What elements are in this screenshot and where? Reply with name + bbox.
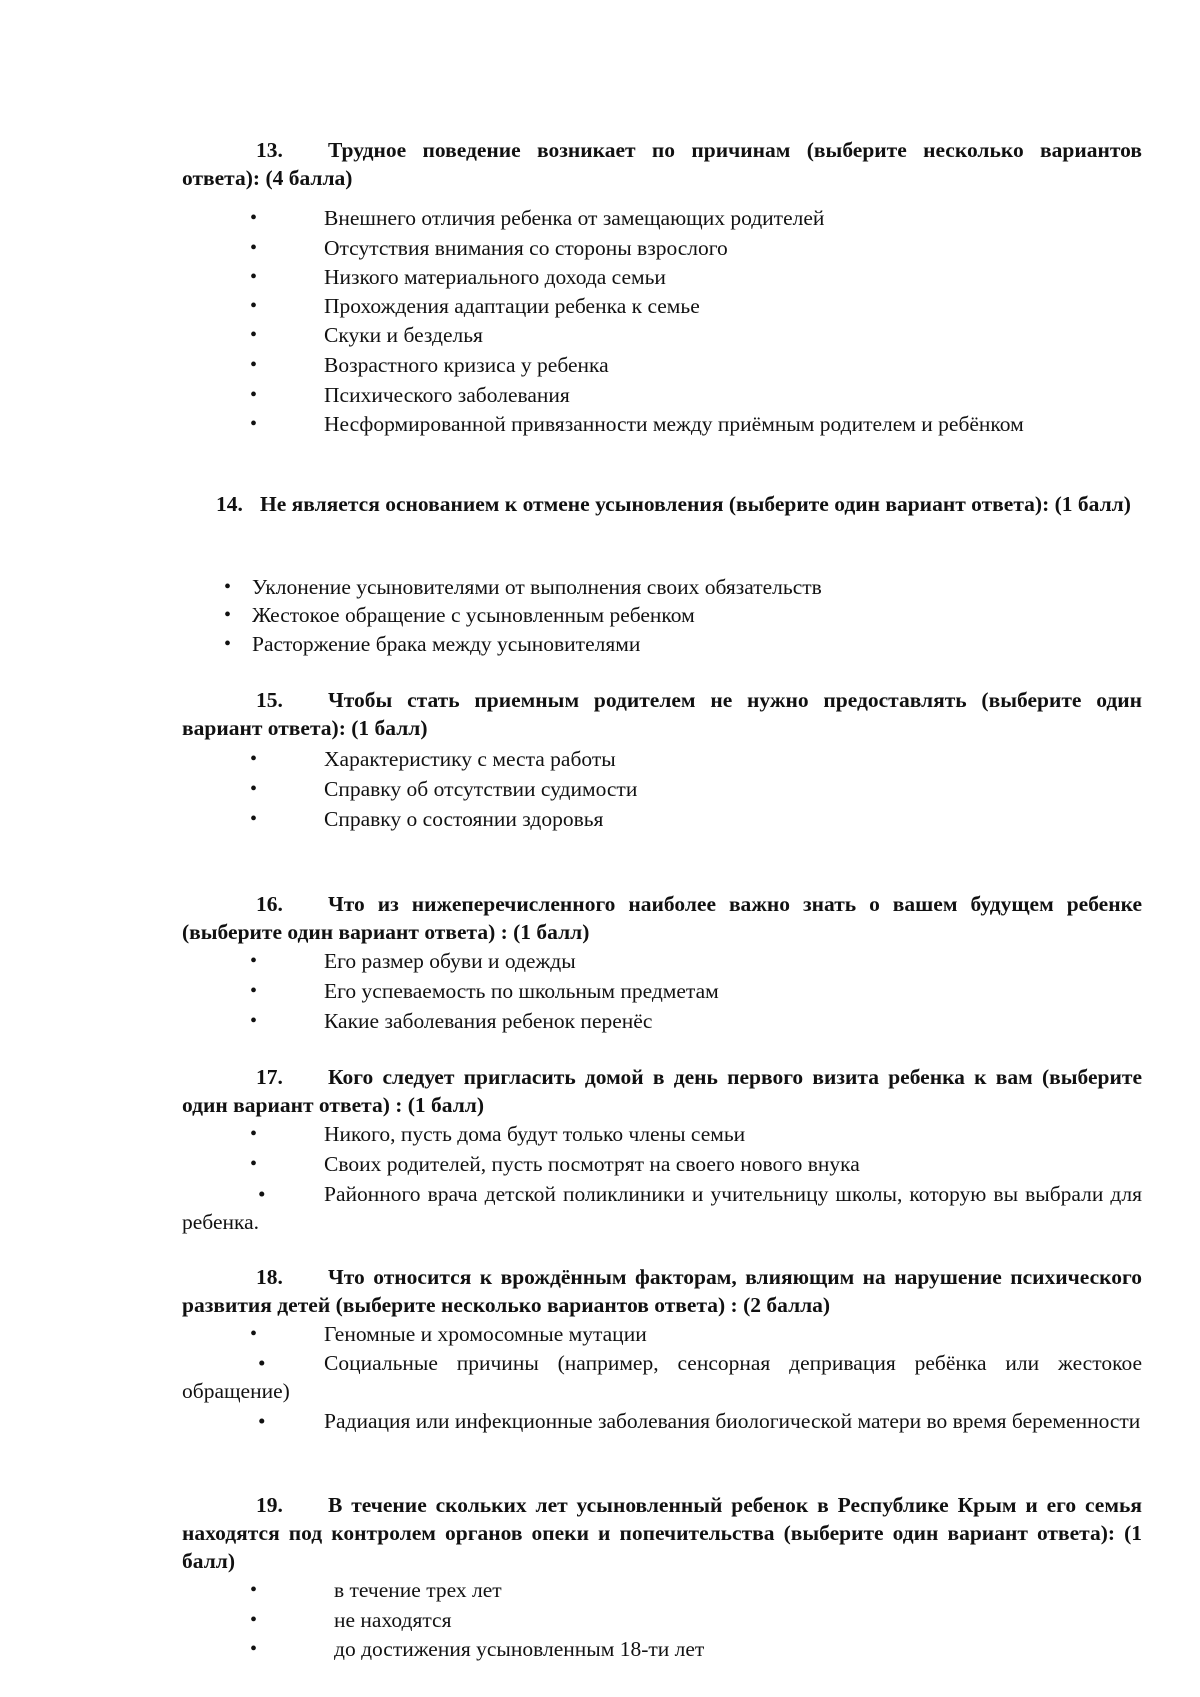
option-item: [182, 1180, 1142, 1236]
bullet-icon: •: [250, 324, 258, 346]
option-text: Уклонение усыновителями от выполнения своих обязательств: [252, 575, 822, 599]
bullet-icon: •: [250, 1153, 258, 1175]
bullet-icon: •: [224, 604, 232, 626]
question-15: [182, 686, 1142, 742]
bullet-icon: •: [250, 808, 258, 830]
option-text: Геномные и хромосомные мутации: [324, 1322, 647, 1346]
bullet-icon: •: [250, 1609, 258, 1631]
option-text: Его размер обуви и одежды: [324, 949, 576, 973]
option-text: Психического заболевания: [324, 383, 570, 407]
option-text: Никого, пусть дома будут только члены семьи: [324, 1122, 746, 1146]
question-number: 17.: [256, 1065, 283, 1089]
question-text: Трудное поведение возникает по причинам (выберите несколько вариантов ответа): (4 балла): [182, 138, 1142, 190]
option-text: Характеристику с места работы: [324, 747, 616, 771]
question-number: 15.: [256, 688, 283, 712]
bullet-icon: •: [250, 950, 258, 972]
option-text: Радиация или инфекционные заболевания биологической матери во время беременности: [324, 1409, 1141, 1433]
bullet-icon: •: [250, 1638, 258, 1660]
question-text: В течение скольких лет усыновленный ребенок в Республике Крым и его семья находятся под контролем органов опеки и попечительства (выберите один вариант ответа): (1 балл): [182, 1493, 1142, 1573]
question-19: [182, 1491, 1142, 1575]
option-item: [182, 1407, 1142, 1435]
option-text: в течение трех лет: [334, 1578, 502, 1602]
option-text: Социальные причины (например, сенсорная депривация ребёнка или жестокое обращение): [182, 1351, 1142, 1403]
option-text: Скуки и безделья: [324, 323, 483, 347]
bullet-icon: •: [258, 1351, 266, 1375]
bullet-icon: •: [250, 207, 258, 229]
option-text: Внешнего отличия ребенка от замещающих родителей: [324, 206, 825, 230]
option-text: Низкого материального дохода семьи: [324, 265, 666, 289]
bullet-icon: •: [224, 633, 232, 655]
option-text: Отсутствия внимания со стороны взрослого: [324, 236, 728, 260]
bullet-icon: •: [258, 1182, 266, 1206]
option-item: [182, 1349, 1142, 1405]
option-text: до достижения усыновленным 18-ти лет: [334, 1637, 705, 1661]
option-text: Возрастного кризиса у ребенка: [324, 353, 609, 377]
question-text: Кого следует пригласить домой в день первого визита ребенка к вам (выберите один вариант ответа) : (1 балл): [182, 1065, 1142, 1117]
bullet-icon: •: [250, 266, 258, 288]
question-14: 14. Не является основанием к отмене усыновления (выберите один вариант ответа): (1 балл): [216, 492, 1131, 516]
question-number: 16.: [256, 892, 283, 916]
option-text: Несформированной привязанности между приёмным родителем и ребёнком: [324, 412, 1024, 436]
question-number: 18.: [256, 1265, 283, 1289]
bullet-icon: •: [250, 237, 258, 259]
question-16: [182, 890, 1142, 946]
question-text: Не является основанием к отмене усыновления (выберите один вариант ответа): (1 балл): [260, 492, 1131, 516]
question-number: 19.: [256, 1493, 283, 1517]
option-text: Прохождения адаптации ребенка к семье: [324, 294, 700, 318]
bullet-icon: •: [250, 354, 258, 376]
question-text: Чтобы стать приемным родителем не нужно предоставлять (выберите один вариант ответа): (1 балл): [182, 688, 1142, 740]
bullet-icon: •: [250, 1579, 258, 1601]
bullet-icon: •: [250, 1010, 258, 1032]
bullet-icon: •: [250, 413, 258, 435]
option-text: Справку об отсутствии судимости: [324, 777, 638, 801]
question-text: Что относится к врождённым факторам, влияющим на нарушение психического развития детей (выберите несколько вариантов ответа) : (2 балла): [182, 1265, 1142, 1317]
option-text: Какие заболевания ребенок перенёс: [324, 1009, 653, 1033]
bullet-icon: •: [250, 295, 258, 317]
option-text: Его успеваемость по школьным предметам: [324, 979, 719, 1003]
bullet-icon: •: [250, 384, 258, 406]
question-17: [182, 1063, 1142, 1119]
bullet-icon: •: [224, 576, 232, 598]
option-text: Жестокое обращение с усыновленным ребенком: [252, 603, 695, 627]
question-13: [182, 136, 1142, 192]
question-number: 13.: [256, 138, 283, 162]
question-text: Что из нижеперечисленного наиболее важно знать о вашем будущем ребенке (выберите один вариант ответа) : (1 балл): [182, 892, 1142, 944]
bullet-icon: •: [250, 778, 258, 800]
question-18: [182, 1263, 1142, 1319]
option-text: Справку о состоянии здоровья: [324, 807, 604, 831]
option-text: не находятся: [334, 1608, 452, 1632]
bullet-icon: •: [250, 748, 258, 770]
option-text: Расторжение брака между усыновителями: [252, 632, 641, 656]
bullet-icon: •: [250, 980, 258, 1002]
bullet-icon: •: [250, 1323, 258, 1345]
option-text: Районного врача детской поликлиники и учительницу школы, которую вы выбрали для ребенка.: [182, 1182, 1142, 1234]
option-text: Своих родителей, пусть посмотрят на своего нового внука: [324, 1152, 860, 1176]
bullet-icon: •: [258, 1409, 266, 1433]
bullet-icon: •: [250, 1123, 258, 1145]
